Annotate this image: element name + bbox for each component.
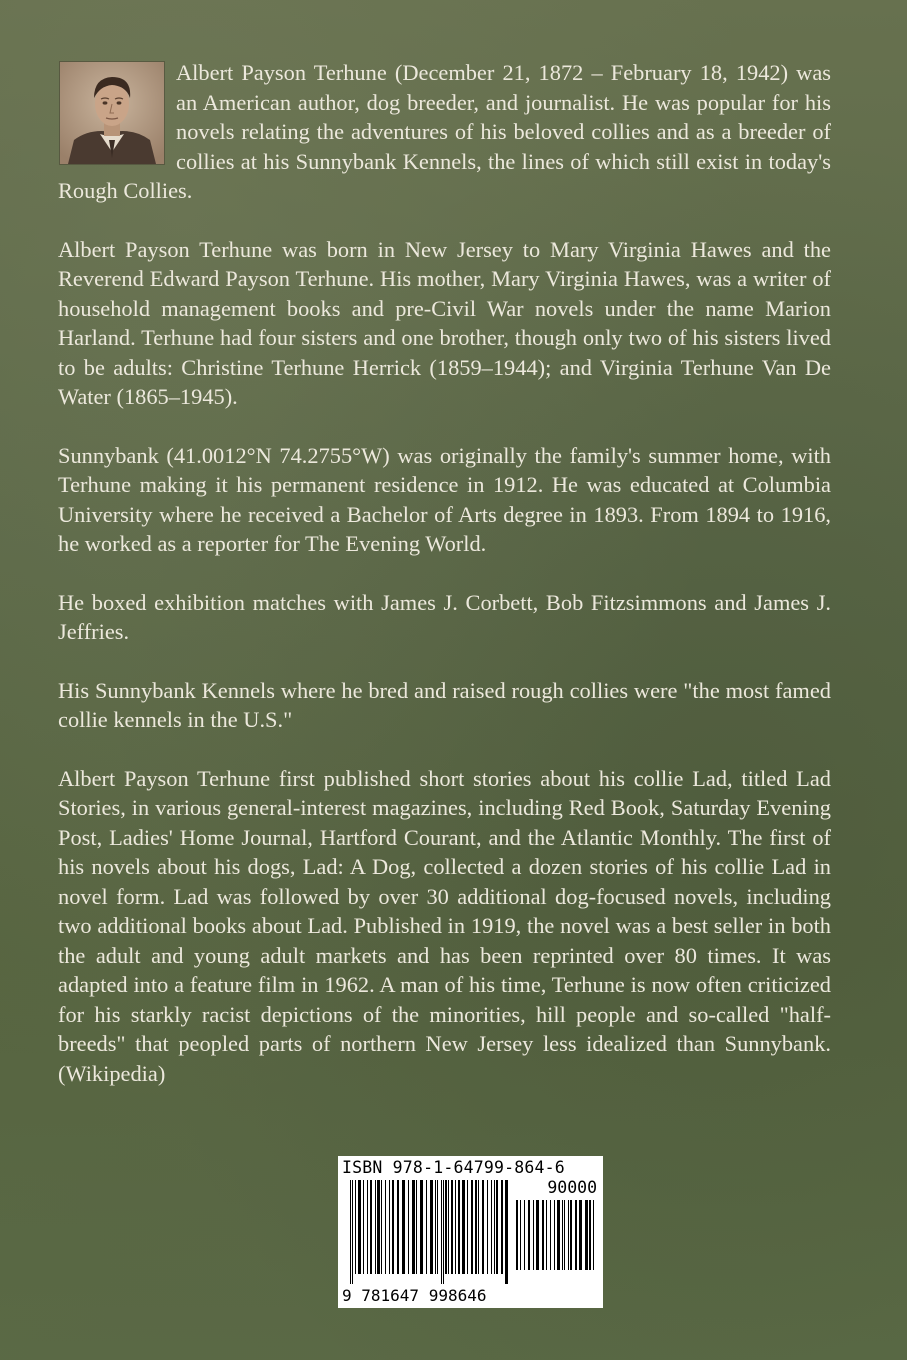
- barcode-bar: [585, 1200, 588, 1270]
- barcode-bar: [430, 1180, 433, 1274]
- barcode-bar: [496, 1180, 498, 1274]
- barcode-bar: [482, 1180, 484, 1274]
- barcode-bar: [412, 1180, 415, 1274]
- barcode-bar: [408, 1180, 409, 1274]
- barcode-bar: [475, 1180, 477, 1274]
- barcode-bar: [435, 1180, 436, 1274]
- barcode-bar: [589, 1200, 591, 1270]
- barcode-bar: [363, 1180, 364, 1274]
- bio-paragraph-kennels: His Sunnybank Kennels where he bred and raised rough collies were "the most famed collie kennels in the U.S.": [58, 677, 831, 732]
- barcode-bar: [392, 1180, 394, 1274]
- barcode-bar: [416, 1180, 417, 1274]
- barcode-bar: [462, 1180, 465, 1274]
- barcode-bar: [350, 1180, 351, 1284]
- barcode-bar: [467, 1180, 468, 1274]
- barcode-bar: [443, 1180, 444, 1284]
- barcode-bar: [385, 1180, 386, 1274]
- barcode-bar: [458, 1180, 460, 1274]
- barcode-bar: [528, 1200, 530, 1270]
- barcode-bar: [546, 1200, 547, 1270]
- bio-paragraph-intro: Albert Payson Terhune (December 21, 1872 – February 18, 1942) was an American author, dog breeder, and journalist. He was popular for his novels relating the adventures of his beloved collies and as a breeder of collies at his Sunnybank Kennels, the lines of which still exist in today's Rough Collies.: [58, 60, 831, 203]
- barcode-bar: [554, 1200, 555, 1270]
- barcode-bar: [455, 1180, 456, 1274]
- barcode-bar: [505, 1180, 508, 1284]
- barcode-bar: [445, 1180, 447, 1274]
- barcode-bar: [516, 1200, 518, 1270]
- barcode-bar: [570, 1200, 572, 1270]
- price-code: 90000: [547, 1178, 597, 1197]
- barcode-bar: [564, 1200, 565, 1270]
- barcode-bar: [355, 1180, 356, 1274]
- barcode-bar: [367, 1180, 368, 1274]
- barcode-bar: [389, 1180, 390, 1274]
- barcode-bar: [441, 1180, 442, 1284]
- bio-paragraph-boxing: He boxed exhibition matches with James J. Corbett, Bob Fitzsimmons and James J. Jeffries.: [58, 589, 831, 644]
- barcode-bar: [524, 1200, 525, 1270]
- barcode-bar: [579, 1200, 582, 1270]
- barcode-bar: [478, 1180, 479, 1274]
- barcode-bar: [471, 1180, 473, 1274]
- barcode-bar: [402, 1180, 405, 1274]
- ean13-bars: [350, 1180, 510, 1284]
- barcode-bar: [593, 1200, 594, 1270]
- barcode-bar: [358, 1180, 361, 1274]
- barcode-bar: [568, 1200, 569, 1270]
- barcode-bar: [451, 1180, 453, 1274]
- barcode-bar: [562, 1200, 563, 1270]
- bio-paragraph-sunnybank: Sunnybank (41.0012°N 74.2755°W) was originally the family's summer home, with Terhune making it his permanent residence in 1912. He was educated at Columbia University where he received a Bachelor of Arts degree in 1893. From 1894 to 1916, he worked as a reporter for The Evening World.: [58, 442, 831, 556]
- barcode-bar: [370, 1180, 372, 1274]
- barcode-bar: [377, 1180, 380, 1274]
- bio-paragraph-family: Albert Payson Terhune was born in New Jersey to Mary Virginia Hawes and the Reverend Edward Payson Terhune. His mother, Mary Virginia Hawes, was a writer of household management books and pre-Civil War novels under the name Marion Harland. Terhune had four sisters and one brother, though only two of his sisters lived to be adults: Christine Terhune Herrick (1859–1944); and Virginia Terhune Van De Water (1865–1945).: [58, 236, 831, 409]
- barcode-bar: [437, 1180, 438, 1274]
- author-biography: [58, 58, 831, 1117]
- barcode-bar: [448, 1180, 449, 1274]
- barcode-bar: [557, 1200, 560, 1270]
- bio-paragraph-lad-stories: Albert Payson Terhune first published short stories about his collie Lad, titled Lad Stories, in various general-interest magazines, including Red Book, Saturday Evening Post, Ladies' Home Journal, Hartford Courant, and the Atlantic Monthly. The first of his novels about his dogs, Lad: A Dog, collected a dozen stories of his collie Lad in novel form. Lad was followed by over 30 additional dog-focused novels, including two additional books about Lad. Published in 1919, the novel was a best seller in both the adult and young adult markets and has been reprinted over 80 times. It was adapted into a feature film in 1962. A man of his time, Terhune is now often criticized for his starkly racist depictions of the minorities, hill people and so-called "half-breeds" that peopled parts of northern New Jersey less idealized than Sunnybank.(Wikipedia): [58, 765, 831, 1086]
- barcode-bar: [375, 1180, 376, 1274]
- barcode-bar: [352, 1180, 353, 1284]
- barcode-digits: 9 781647 998646: [342, 1286, 487, 1305]
- barcode-bar: [420, 1180, 423, 1274]
- barcode-bar: [397, 1180, 399, 1274]
- isbn-barcode: [338, 1156, 603, 1308]
- isbn-label: ISBN 978-1-64799-864-6: [342, 1158, 565, 1177]
- barcode-bar: [536, 1200, 539, 1270]
- barcode-bar: [494, 1180, 495, 1274]
- barcode-bar: [533, 1200, 534, 1270]
- addon-bars: [516, 1200, 596, 1280]
- barcode-bar: [542, 1200, 544, 1270]
- barcode-bar: [426, 1180, 427, 1274]
- barcode-bar: [491, 1180, 492, 1274]
- barcode-bar: [501, 1180, 503, 1274]
- barcode-bar: [487, 1180, 488, 1274]
- barcode-bar: [520, 1200, 521, 1270]
- author-portrait: [60, 62, 164, 164]
- barcode-bar: [550, 1200, 551, 1270]
- barcode-bar: [381, 1180, 382, 1274]
- barcode-bar: [575, 1200, 577, 1270]
